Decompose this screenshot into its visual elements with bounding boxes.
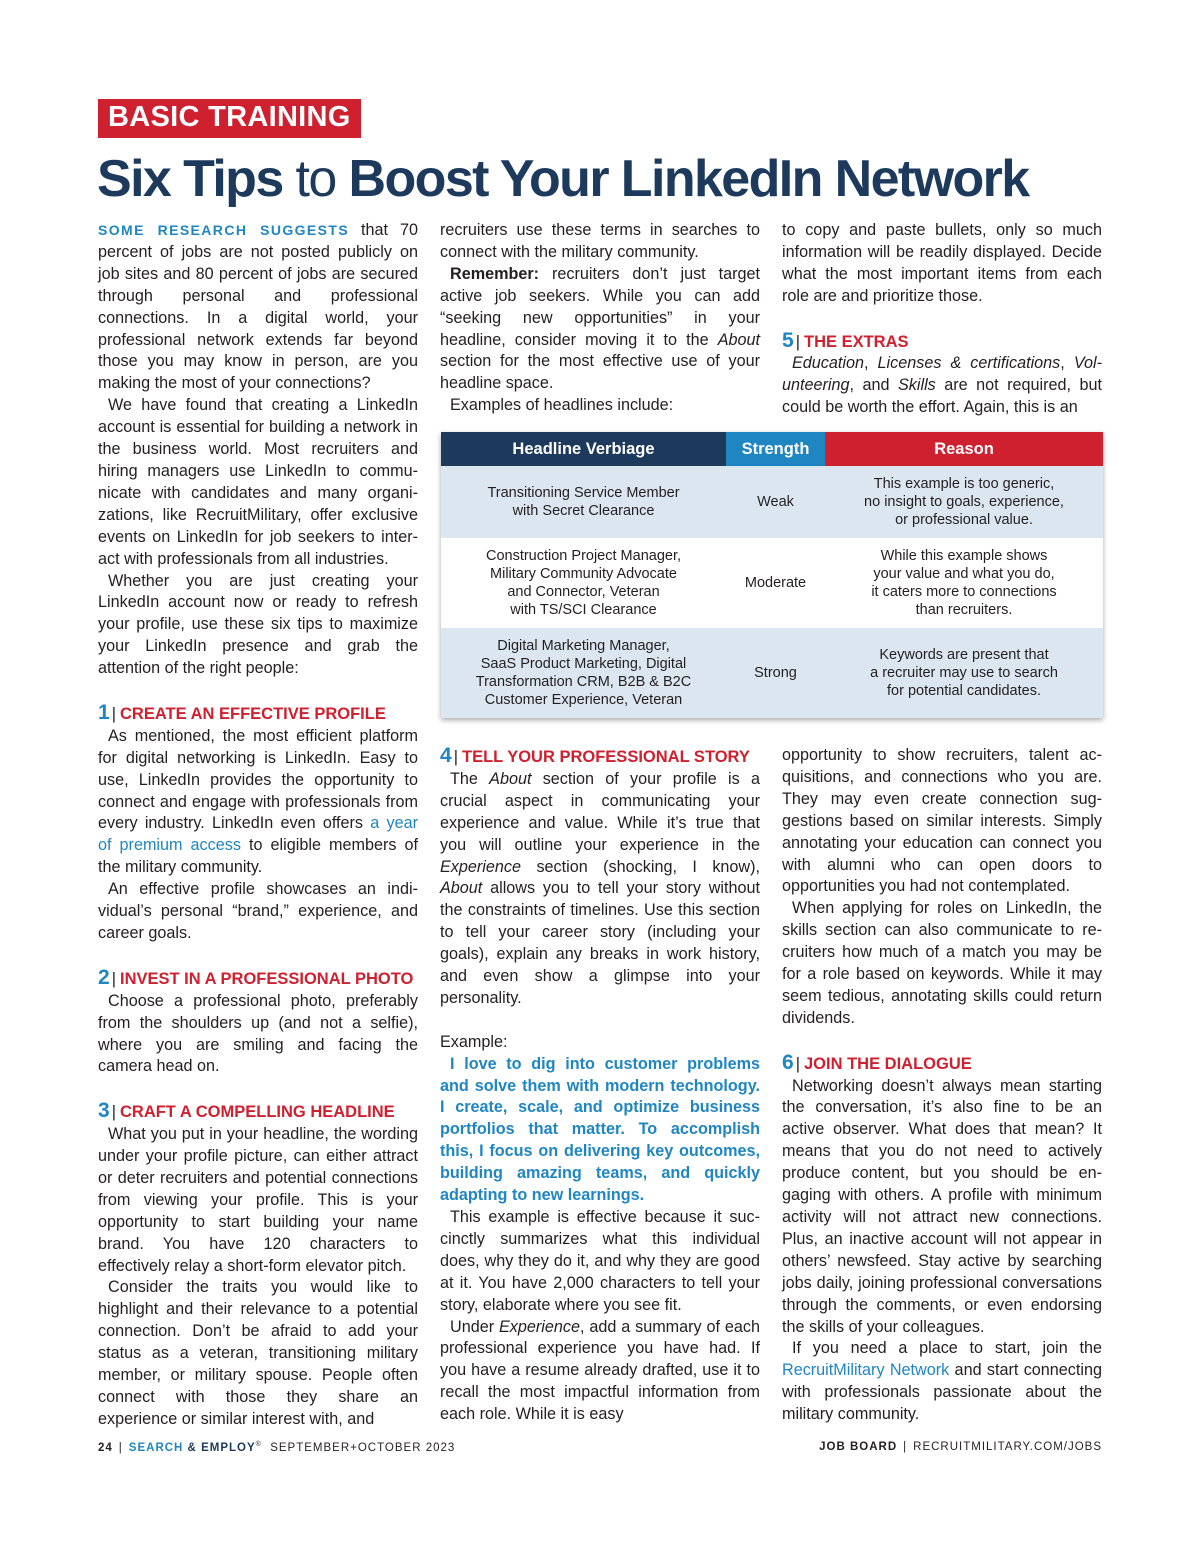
text: The: [450, 769, 490, 788]
footer-left: 24 | SEARCH & EMPLOY® SEPTEMBER+OCTOBER 2023: [98, 1441, 456, 1454]
text: About: [440, 879, 483, 898]
table-header-row: [441, 432, 1103, 466]
table-row: [441, 628, 1103, 718]
paragraph: What you put in your headline, the wording under your profile picture, can either attract or deter recruiters and potential connections from viewing your profile. This is your opportunity to start building your name brand. You have 120 characters to effectively relay a short-form elevator pitch.: [98, 1125, 418, 1275]
intro-text: that 70 percent of jobs are not posted publicly on job sites and 80 percent of jobs are secured through personal and professional connections. In a digital world, your professional network extends far beyond those you may know in person, are you making the most of your connections?: [98, 221, 418, 393]
table-row: [441, 466, 1103, 538]
text: recruiters don’t just target active job seekers. While you can add “seeking new opportunities” in your headline, consider moving it to the: [440, 264, 760, 349]
text: section of your profile is a crucial aspect in communicating your experience and value. While it’s true that you will outline your experience in the: [440, 769, 760, 854]
text: section for the most effective use of your headline space.: [440, 352, 760, 393]
premium-access-link[interactable]: a year of premium access: [98, 814, 418, 855]
table-cell: Transitioning Service Member with Secret Clearance: [441, 466, 726, 538]
column-2-bottom: [440, 745, 760, 1426]
tip-title: TELL YOUR PROFESSIONAL STORY: [461, 748, 750, 766]
text: Licenses & certifications: [877, 354, 1061, 373]
intro-paragraph: [98, 220, 418, 395]
paragraph: recruiters use these terms in searches to connect with the military community.: [440, 221, 760, 261]
table-cell: Moderate: [744, 575, 807, 591]
table-row: [441, 538, 1103, 628]
text: Education: [792, 354, 864, 373]
column-3-bottom: [782, 745, 1102, 1426]
text: Experience: [440, 857, 521, 876]
page-number: 24: [98, 1441, 113, 1454]
tip-2-heading: 2 | INVEST IN A PROFESSIONAL PHOTO: [98, 965, 414, 989]
tip-6-heading: 6 | JOIN THE DIALOGUE: [782, 1050, 972, 1074]
text: to eligible members of the military community.: [98, 836, 418, 877]
text: As mentioned, the most efficient platform for digital networking is LinkedIn. Easy to use, LinkedIn provides the opportunity to connect and engage with professionals from every industry. LinkedIn even offers: [98, 726, 418, 833]
table-cell: Keywords are present that a recruiter may use to search for potential candidates.: [825, 628, 1103, 718]
example-headline-quote: I love to dig into customer problems and solve them with modern technology. I create, scale, and optimize business portfolios that matter. To accomplish this, I focus on delivering key outcomes, building amazing teams, and quickly adapting to new learnings.: [440, 1054, 760, 1205]
paragraph: This example is effective because it succinctly summarizes what this individual does, why they do it, and why they are good at it. You have 2,000 characters to tell your story, elaborate where you see fit.: [440, 1208, 760, 1314]
column-2-top: [440, 220, 760, 417]
paragraph: opportunity to show recruiters, talent acquisitions, and connections who you are. They may even create connection suggestions based on similar interests. Simply annotating your education can connect you with alumni who can open doors to opportunities you had not contemplated.: [782, 746, 1102, 896]
magazine-name-part: SEARCH: [128, 1441, 184, 1454]
paragraph: [440, 769, 760, 1010]
table-cell: Construction Project Manager, Military Community Advocate and Connector, Veteran with TS/SCI Clearance: [485, 548, 682, 618]
tip-number: 2: [98, 965, 110, 989]
paragraph: to copy and paste bullets, only so much information will be readily displayed. Decide what the most important items from each role are and prioritize those.: [782, 221, 1102, 305]
paragraph: [782, 353, 1102, 419]
text: Volunteering: [782, 354, 1103, 395]
tip-4-heading: 4 | TELL YOUR PROFESSIONAL STORY: [440, 744, 750, 767]
tip-3-heading: 3 | CRAFT A COMPELLING HEADLINE: [98, 1099, 395, 1123]
tip-number: 6: [782, 1050, 794, 1074]
tip-number: 3: [98, 1099, 110, 1123]
paragraph: Choose a professional photo, preferably from the shoulders up (and not a selfie), where you are smiling and facing the camera head on.: [98, 991, 418, 1076]
tip-number: 5: [782, 328, 794, 352]
paragraph: Whether you are just creating your LinkedIn account now or ready to refresh your profile, use these six tips to maximize your LinkedIn presence and grab the attention of the right people:: [98, 571, 418, 678]
text: ,: [1060, 354, 1074, 373]
table-cell: This example is too generic, no insight to goals, experience, or professional value.: [825, 466, 1103, 538]
text: Under: [450, 1317, 499, 1336]
tip-number: 4: [440, 744, 452, 767]
recruitmilitary-network-link[interactable]: RecruitMilitary Network: [782, 1361, 950, 1380]
tip-title: THE EXTRAS: [803, 332, 909, 351]
lead-in: SOME RESEARCH SUGGESTS: [98, 222, 350, 238]
paragraph: Consider the traits you would like to highlight and their relevance to a potential connection. Don’t be afraid to add your status as a veteran, transitioning military member, or military spouse. People often connect with those they share an experience or similar interest with, and: [98, 1278, 418, 1428]
text: Experience: [498, 1317, 580, 1336]
column-3-top: [782, 220, 1102, 419]
paragraph: An effective profile showcases an individual’s personal “brand,” experience, and career goals.: [98, 880, 418, 942]
tip-title: CREATE AN EFFECTIVE PROFILE: [119, 704, 386, 723]
column-header: Reason: [825, 432, 1103, 466]
paragraph: [782, 1338, 1102, 1426]
text: Skills: [898, 376, 936, 395]
tip-title: CRAFT A COMPELLING HEADLINE: [119, 1103, 395, 1122]
tip-number: 1: [98, 700, 110, 724]
tip-1-heading: 1 | CREATE AN EFFECTIVE PROFILE: [98, 700, 386, 724]
column-header: Headline Verbiage: [441, 432, 726, 466]
text: About: [717, 330, 760, 349]
tip-5-heading: 5 | THE EXTRAS: [782, 328, 909, 352]
paragraph: [440, 264, 760, 395]
paragraph: We have found that creating a LinkedIn account is essential for building a network in the business world. Most recruiters and hiring managers use LinkedIn to communicate with candidates and many organizations, like RecruitMilitary, offer exclusive events on LinkedIn for job seekers to interact with professionals from all industries.: [98, 396, 418, 568]
paragraph: Examples of headlines include:: [450, 396, 674, 415]
table-cell: While this example shows your value and what you do, it caters more to connections than recruiters.: [871, 548, 1057, 618]
text: are not required, but could be worth the effort. Again, this is an: [782, 376, 1102, 417]
footer-url[interactable]: RECRUITMILITARY.COM/JOBS: [913, 1441, 1102, 1453]
table-cell: Weak: [726, 466, 825, 538]
remember-label: Remember:: [450, 264, 540, 283]
text: , and: [849, 376, 898, 395]
title-part-2: to: [295, 150, 336, 208]
text: If you need a place to start, join the: [792, 1339, 1102, 1358]
section-kicker: BASIC TRAINING: [98, 99, 361, 138]
title-part-1: Six Tips: [97, 150, 283, 208]
tip-title: INVEST IN A PROFESSIONAL PHOTO: [119, 969, 414, 988]
tip-title: JOIN THE DIALOGUE: [803, 1054, 972, 1073]
column-header: Strength: [726, 432, 825, 466]
text: ,: [864, 354, 878, 373]
paragraph: When applying for roles on LinkedIn, the skills section can also communicate to recruiters how much of a match you may be for a role based on keywords. While it may seem tedious, annotating skills could return dividends.: [782, 899, 1102, 1027]
text: About: [489, 769, 532, 788]
title-part-3: Boost Your LinkedIn Network: [348, 150, 1029, 208]
text: and start connecting with professionals passionate about the military community.: [782, 1361, 1102, 1424]
headline-examples-table: [441, 432, 1103, 718]
registered-mark: ®: [255, 1441, 262, 1448]
paragraph: [98, 726, 418, 879]
text: section (shocking, I know),: [521, 857, 760, 876]
magazine-name-part: &: [183, 1441, 202, 1454]
table-cell: Strong: [726, 628, 825, 718]
text: allows you to tell your story without the constraints of timelines. Use this section to tell your career story (including your goals), explain any breaks in work history, and even show a glimpse into your personality.: [440, 879, 760, 1007]
footer-right: JOB BOARD | RECRUITMILITARY.COM/JOBS: [819, 1441, 1102, 1453]
section-name: JOB BOARD: [819, 1441, 898, 1453]
paragraph: Networking doesn’t always mean starting the conversation, it’s also fine to be an active observer. What does that mean? It means that you do not need to actively produce content, but you should be engaging with others. A profile with minimum activity will not attract new connections. Plus, an inactive account will not appear in others’ newsfeed. Stay active by searching jobs daily, joining professional conversations through the comments, or even endorsing the skills of your colleagues.: [782, 1076, 1102, 1336]
text: , add a summary of each professional experience you have had. If you have a resume already drafted, use it to recall the most impactful information from each role. While it is easy: [440, 1317, 760, 1424]
issue-date: SEPTEMBER+OCTOBER 2023: [270, 1441, 456, 1454]
magazine-name-part: EMPLOY: [201, 1441, 256, 1454]
paragraph: [440, 1317, 760, 1427]
table-cell: Digital Marketing Manager, SaaS Product Marketing, Digital Transformation CRM, B2B & B2C Customer Experience, Veteran: [441, 628, 726, 718]
example-label: Example:: [440, 1032, 508, 1051]
column-1: [98, 220, 418, 1431]
article-title: [97, 148, 1029, 210]
